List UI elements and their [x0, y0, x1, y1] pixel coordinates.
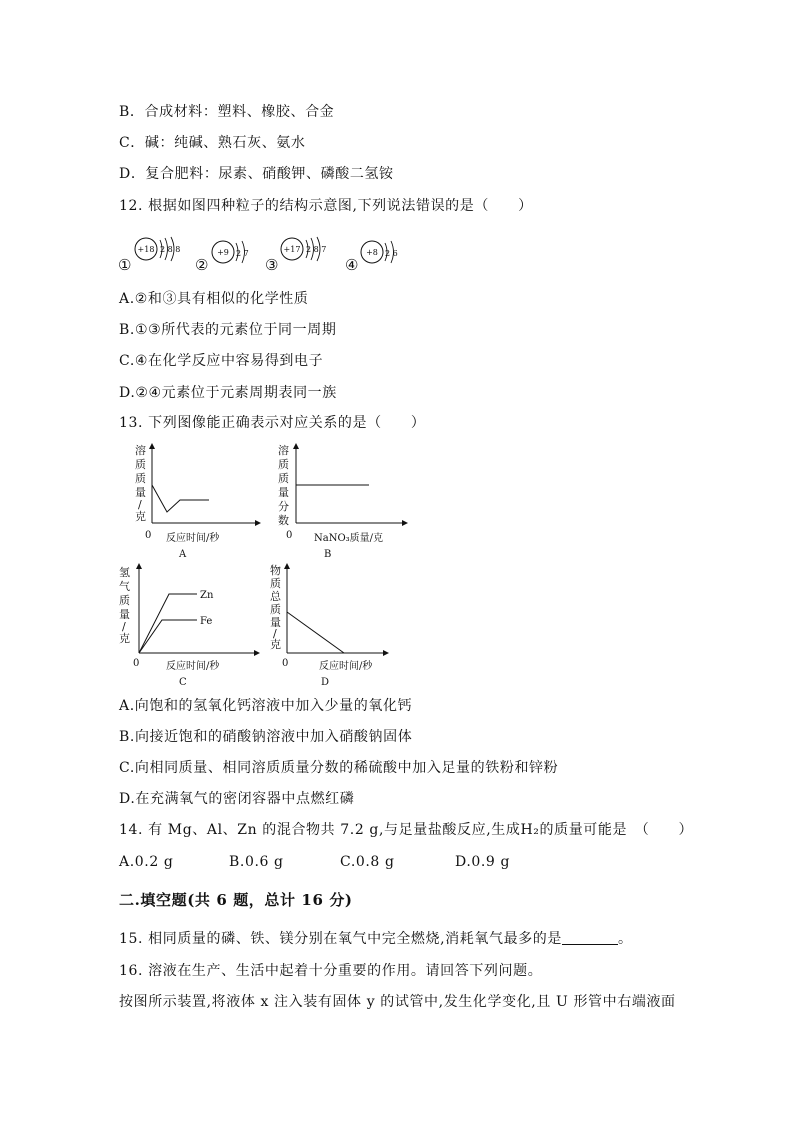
svg-text:总: 总 — [270, 590, 281, 603]
q13-stem: 13. 下列图像能正确表示对应关系的是（ ） — [119, 415, 426, 431]
svg-text:/: / — [138, 498, 142, 511]
svg-text:质: 质 — [270, 577, 281, 590]
particle-4 — [345, 241, 398, 274]
particle-structure-diagrams — [115, 228, 415, 278]
particle-4-nucleus: +8 — [366, 248, 378, 257]
q13-option-a: A.向饱和的氢氧化钙溶液中加入少量的氧化钙 — [119, 698, 413, 714]
graph-c-zn-label: Zn — [200, 590, 214, 601]
svg-text:质: 质 — [278, 472, 289, 485]
graph-b-origin: 0 — [286, 530, 293, 541]
q12-option-b: B.①③所代表的元素位于同一周期 — [119, 322, 337, 338]
q15-stem: 15. 相同质量的磷、铁、镁分别在氧气中完全燃烧,消耗氧气最多的是 — [119, 931, 562, 947]
q13-option-c: C.向相同质量、相同溶质质量分数的稀硫酸中加入足量的铁粉和锌粉 — [119, 760, 559, 776]
section-title: 二.填空题(共 6 题，总计 16 分) — [119, 891, 353, 909]
svg-text:溶: 溶 — [135, 444, 146, 457]
svg-text:质: 质 — [119, 594, 130, 607]
q12-option-d: D.②④元素位于元素周期表同一族 — [119, 385, 337, 401]
q14-option-c: C.0.8 g — [340, 854, 395, 870]
q11-option-b: B．合成材料：塑料、橡胶、合金 — [119, 104, 335, 120]
q15-tail: 。 — [617, 931, 633, 947]
particle-3-shells: 2 8 7 — [306, 245, 327, 254]
particle-2-nucleus: +9 — [217, 248, 229, 257]
graph-b-caption: B — [324, 549, 332, 560]
svg-text:克: 克 — [135, 510, 146, 523]
particle-3 — [265, 237, 326, 274]
q12-stem: 12. 根据如图四种粒子的结构示意图,下列说法错误的是（ ） — [119, 198, 533, 214]
svg-text:/: / — [273, 627, 277, 640]
graph-b-ylabel — [278, 443, 289, 527]
svg-text:克: 克 — [270, 638, 281, 651]
svg-text:克: 克 — [119, 632, 130, 645]
graph-c-fe-label: Fe — [200, 616, 213, 627]
q16-stem: 16. 溶液在生产、生活中起着十分重要的作用。请回答下列问题。 — [119, 963, 543, 979]
graph-a-ylabel — [135, 443, 146, 523]
svg-text:量: 量 — [119, 608, 130, 621]
svg-text:分: 分 — [278, 500, 289, 513]
svg-text:量: 量 — [278, 486, 289, 499]
particle-4-shells: 2 6 — [385, 249, 398, 258]
q12-option-c: C.④在化学反应中容易得到电子 — [119, 353, 324, 369]
particle-1-label: ① — [118, 256, 132, 274]
graph-d-origin: 0 — [282, 658, 289, 669]
graph-c-ylabel — [119, 565, 130, 645]
graph-c — [117, 560, 267, 690]
svg-text:质: 质 — [135, 472, 146, 485]
graph-d-curve — [287, 612, 344, 653]
q14-option-b: B.0.6 g — [229, 854, 284, 870]
svg-text:量: 量 — [270, 616, 281, 629]
q13-option-b: B.向接近饱和的硝酸钠溶液中加入硝酸钠固体 — [119, 729, 413, 745]
q13-option-d: D.在充满氧气的密闭容器中点燃红磷 — [119, 791, 355, 807]
svg-text:溶: 溶 — [278, 444, 289, 457]
graph-a-caption: A — [179, 549, 187, 560]
graph-a-origin: 0 — [145, 530, 152, 541]
particle-1-nucleus: +18 — [137, 245, 155, 254]
q11-option-d: D．复合肥料：尿素、硝酸钾、磷酸二氢铵 — [119, 166, 394, 182]
particle-2-shells: 2 7 — [236, 249, 249, 258]
q15 — [119, 930, 633, 948]
svg-text:物: 物 — [270, 564, 281, 577]
svg-text:质: 质 — [278, 458, 289, 471]
particle-1 — [118, 237, 180, 274]
graph-d — [268, 560, 418, 690]
svg-text:气: 气 — [119, 580, 130, 593]
svg-text:质: 质 — [135, 458, 146, 471]
graph-a — [125, 440, 265, 570]
graph-c-origin: 0 — [133, 658, 140, 669]
particle-3-label: ③ — [265, 256, 279, 274]
q15-answer-blank[interactable] — [562, 931, 618, 945]
particle-2 — [195, 241, 249, 274]
q11-option-c: C．碱：纯碱、熟石灰、氨水 — [119, 135, 306, 151]
q14-option-d: D.0.9 g — [455, 854, 511, 870]
graph-c-xlabel: 反应时间/秒 — [166, 661, 220, 672]
graph-b — [272, 440, 412, 570]
graph-d-ylabel — [270, 563, 282, 651]
q14-stem: 14. 有 Mg、Al、Zn 的混合物共 7.2 g,与足量盐酸反应,生成H₂的质量可能是 （ ） — [119, 822, 694, 838]
graph-b-xlabel: NaNO₃质量/克 — [314, 533, 384, 544]
particle-3-nucleus: +17 — [283, 245, 301, 254]
particle-2-label: ② — [195, 256, 209, 274]
graph-a-xlabel: 反应时间/秒 — [166, 533, 220, 544]
graph-c-caption: C — [179, 677, 187, 688]
graph-d-xlabel: 反应时间/秒 — [319, 661, 373, 672]
q16-line2: 按图所示装置,将液体 x 注入装有固体 y 的试管中,发生化学变化,且 U 形管中右端液面 — [119, 994, 676, 1010]
svg-text:量: 量 — [135, 486, 146, 499]
graph-c-zn-line — [139, 594, 197, 653]
svg-text:数: 数 — [278, 514, 289, 527]
graph-a-curve — [152, 485, 209, 512]
svg-text:氢: 氢 — [119, 566, 130, 579]
particle-4-label: ④ — [345, 256, 359, 274]
q12-option-a: A.②和③具有相似的化学性质 — [119, 291, 309, 307]
svg-text:/: / — [122, 620, 126, 633]
graph-d-caption: D — [321, 677, 330, 688]
q14-option-a: A.0.2 g — [119, 854, 174, 870]
particle-1-shells: 2 8 8 — [160, 245, 181, 254]
svg-text:质: 质 — [270, 603, 281, 616]
